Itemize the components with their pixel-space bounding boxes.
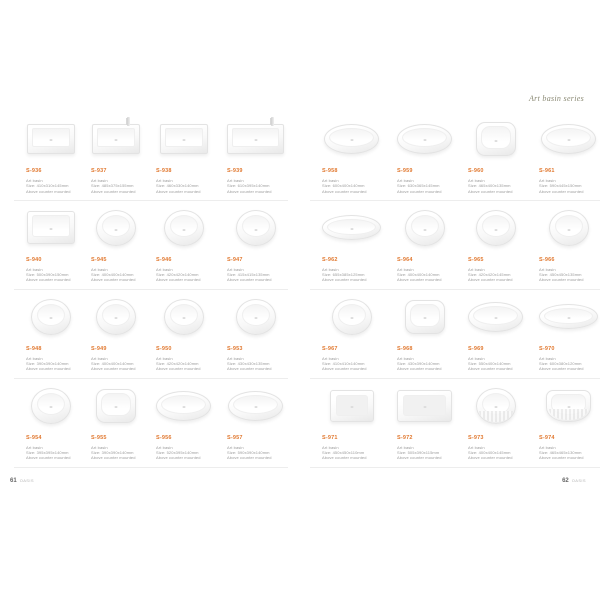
- product-mount-label: Above counter mounted: [156, 188, 201, 194]
- product-type-label: Art basin: [397, 355, 414, 361]
- basin-shape: [96, 389, 136, 423]
- basin-shape: [96, 299, 136, 335]
- basin-drain-icon: [49, 228, 52, 230]
- product-mount-label: Above counter mounted: [322, 455, 367, 461]
- product-card: [79, 112, 144, 201]
- product-mount-label: Above counter mounted: [397, 455, 442, 461]
- basin-bowl: [242, 304, 270, 326]
- product-photo: [397, 112, 452, 166]
- product-photo: [322, 379, 381, 433]
- basin-shape: [539, 304, 598, 329]
- product-photo: [468, 112, 523, 166]
- basin-shape: [405, 300, 445, 334]
- product-photo: [539, 201, 598, 255]
- basin-bowl: [482, 215, 510, 237]
- product-type-label: Art basin: [227, 266, 244, 272]
- basin-bowl: [101, 393, 131, 416]
- product-photo: [91, 379, 140, 433]
- product-card: [310, 201, 385, 290]
- product-mount-label: Above counter mounted: [26, 455, 71, 461]
- product-model: S-937: [91, 168, 107, 174]
- product-photo: [156, 379, 211, 433]
- product-size-label: Size: 550x400x140mm: [468, 361, 511, 367]
- basin-drain-icon: [494, 406, 497, 408]
- basin-drain-icon: [254, 406, 257, 408]
- product-type-label: Art basin: [227, 355, 244, 361]
- basin-bowl: [161, 395, 206, 414]
- product-model: S-973: [468, 434, 484, 441]
- product-mount-label: Above counter mounted: [468, 277, 513, 283]
- product-photo: [91, 201, 140, 255]
- product-mount-label: Above counter mounted: [468, 188, 513, 194]
- product-mount-label: Above counter mounted: [539, 366, 584, 372]
- product-type-label: Art basin: [156, 444, 173, 450]
- basin-drain-icon: [182, 406, 185, 408]
- basin-drain-icon: [423, 317, 426, 319]
- product-size-label: Size: 590x445x150mm: [539, 183, 582, 189]
- product-model: S-936: [26, 168, 42, 174]
- basin-bowl: [336, 395, 368, 416]
- product-photo: [91, 112, 140, 166]
- basin-drain-icon: [114, 139, 117, 141]
- brand-mark: OASIS: [19, 478, 34, 483]
- basin-drain-icon: [423, 406, 426, 408]
- product-size-label: Size: 590x390x140mm: [227, 449, 270, 455]
- product-photo: [26, 290, 75, 344]
- product-model: S-958: [322, 168, 338, 174]
- product-size-label: Size: 655x385x125mm: [322, 272, 365, 278]
- product-model: S-962: [322, 256, 338, 263]
- basin-bowl: [546, 128, 591, 147]
- product-type-label: Art basin: [26, 444, 43, 450]
- product-card: [527, 379, 600, 468]
- basin-drain-icon: [567, 229, 570, 231]
- basin-shape: [546, 390, 591, 422]
- basin-shape: [31, 388, 71, 424]
- product-mount-label: Above counter mounted: [91, 366, 136, 372]
- product-size-label: Size: 460x330x140mm: [156, 183, 199, 189]
- product-size-label: Size: 505x390x115mm: [397, 449, 440, 455]
- product-mount-label: Above counter mounted: [397, 277, 442, 283]
- product-type-label: Art basin: [539, 355, 556, 361]
- basin-drain-icon: [49, 406, 52, 408]
- product-mount-label: Above counter mounted: [397, 188, 442, 194]
- product-mount-label: Above counter mounted: [227, 455, 272, 461]
- product-photo: [322, 201, 381, 255]
- product-photo: [468, 290, 523, 344]
- basin-drain-icon: [423, 139, 426, 141]
- product-type-label: Art basin: [91, 444, 108, 450]
- basin-bowl: [37, 393, 65, 415]
- product-photo: [397, 379, 452, 433]
- product-size-label: Size: 390x390x140mm: [26, 361, 69, 367]
- basin-drain-icon: [49, 317, 52, 319]
- product-photo: [322, 112, 381, 166]
- product-type-label: Art basin: [26, 178, 43, 183]
- product-card: [14, 379, 79, 468]
- product-type-label: Art basin: [468, 355, 485, 361]
- basin-bowl: [97, 128, 135, 147]
- basin-shape: [549, 210, 589, 246]
- product-card: [527, 112, 600, 201]
- product-photo: [539, 379, 598, 433]
- product-model: S-953: [227, 345, 243, 352]
- basin-bowl: [411, 215, 439, 237]
- product-size-label: Size: 630x365x145mm: [397, 183, 440, 189]
- product-mount-label: Above counter mounted: [468, 455, 513, 461]
- product-photo: [227, 112, 284, 166]
- basin-shape: [156, 391, 211, 421]
- product-size-label: Size: 400x400x145mm: [468, 449, 511, 455]
- product-photo: [156, 201, 211, 255]
- product-model: S-960: [468, 168, 484, 174]
- product-card: [385, 290, 456, 379]
- product-type-label: Art basin: [91, 266, 108, 272]
- product-card: [79, 290, 144, 379]
- product-model: S-957: [227, 434, 243, 441]
- product-model: S-970: [539, 345, 555, 352]
- basin-drain-icon: [254, 229, 257, 231]
- product-type-label: Art basin: [26, 355, 43, 361]
- product-model: S-949: [91, 345, 107, 352]
- product-photo: [468, 379, 523, 433]
- product-size-label: Size: 520x395x140mm: [156, 449, 199, 455]
- product-type-label: Art basin: [539, 444, 556, 450]
- basin-drain-icon: [567, 139, 570, 141]
- basin-drain-icon: [254, 139, 257, 141]
- product-card: [14, 290, 79, 379]
- product-model: S-947: [227, 256, 243, 263]
- basin-shape: [164, 210, 204, 246]
- basin-bowl: [37, 304, 65, 326]
- product-card: [144, 112, 215, 201]
- product-model: S-945: [91, 256, 107, 263]
- product-photo: [91, 290, 140, 344]
- product-type-label: Art basin: [322, 444, 339, 450]
- page-number: 62: [562, 478, 569, 484]
- product-type-label: Art basin: [322, 355, 339, 361]
- product-model: S-968: [397, 345, 413, 352]
- product-size-label: Size: 390x390x140mm: [91, 449, 134, 455]
- product-model: S-954: [26, 434, 42, 441]
- product-mount-label: Above counter mounted: [91, 277, 136, 283]
- basin-bowl: [102, 215, 130, 237]
- basin-drain-icon: [254, 317, 257, 319]
- basin-shape: [397, 390, 452, 422]
- basin-bowl: [170, 304, 198, 326]
- product-mount-label: Above counter mounted: [227, 188, 272, 194]
- basin-bowl: [242, 215, 270, 237]
- basin-drain-icon: [182, 229, 185, 231]
- product-card: [215, 112, 288, 201]
- product-card: [79, 379, 144, 468]
- basin-bowl: [481, 126, 511, 149]
- product-photo: [468, 201, 523, 255]
- basin-shape: [324, 124, 379, 154]
- basin-shape: [476, 210, 516, 246]
- product-mount-label: Above counter mounted: [91, 188, 136, 194]
- basin-shape: [227, 124, 284, 154]
- faucet-icon: [127, 117, 130, 126]
- product-model: S-965: [468, 256, 484, 263]
- product-card: [215, 201, 288, 290]
- product-photo: [26, 379, 75, 433]
- basin-drain-icon: [114, 317, 117, 319]
- product-type-label: Art basin: [227, 178, 244, 183]
- product-card: [310, 112, 385, 201]
- product-type-label: Art basin: [156, 178, 173, 183]
- basin-drain-icon: [494, 229, 497, 231]
- product-size-label: Size: 485x375x155mm: [91, 183, 134, 189]
- basin-bowl: [170, 215, 198, 237]
- product-size-label: Size: 420x420x145mm: [468, 272, 511, 278]
- product-mount-label: Above counter mounted: [539, 455, 584, 461]
- product-type-label: Art basin: [468, 266, 485, 272]
- product-type-label: Art basin: [468, 444, 485, 450]
- basin-bowl: [165, 128, 203, 147]
- product-mount-label: Above counter mounted: [91, 455, 136, 461]
- product-photo: [539, 112, 598, 166]
- basin-drain-icon: [423, 229, 426, 231]
- product-type-label: Art basin: [397, 266, 414, 272]
- product-type-label: Art basin: [322, 178, 339, 183]
- product-photo: [26, 201, 75, 255]
- basin-shape: [27, 211, 75, 244]
- basin-shape: [405, 210, 445, 246]
- product-size-label: Size: 420x420x140mm: [156, 361, 199, 367]
- faucet-icon: [271, 117, 274, 126]
- basin-shape: [236, 299, 276, 335]
- product-type-label: Art basin: [322, 266, 339, 272]
- product-model: S-961: [539, 168, 555, 174]
- product-mount-label: Above counter mounted: [156, 277, 201, 283]
- product-type-label: Art basin: [539, 178, 556, 183]
- product-photo: [156, 112, 211, 166]
- basin-bowl: [402, 128, 447, 147]
- product-card: [310, 379, 385, 468]
- product-card: [14, 201, 79, 290]
- product-type-label: Art basin: [91, 355, 108, 361]
- product-mount-label: Above counter mounted: [26, 277, 71, 283]
- basin-bowl: [233, 395, 278, 414]
- basin-bowl: [338, 304, 366, 326]
- product-card: [456, 112, 527, 201]
- product-mount-label: Above counter mounted: [322, 188, 367, 194]
- basin-shape: [541, 124, 596, 154]
- basin-shape: [92, 124, 140, 154]
- basin-bowl: [555, 215, 583, 237]
- product-photo: [26, 112, 75, 166]
- product-card: [527, 201, 600, 290]
- product-mount-label: Above counter mounted: [322, 366, 367, 372]
- basin-shape: [164, 299, 204, 335]
- product-size-label: Size: 400x400x140mm: [91, 272, 134, 278]
- basin-drain-icon: [494, 317, 497, 319]
- basin-shape: [236, 210, 276, 246]
- product-grid-left: [14, 112, 288, 468]
- product-card: [310, 290, 385, 379]
- product-type-label: Art basin: [397, 178, 414, 183]
- product-card: [215, 379, 288, 468]
- basin-bowl: [329, 128, 374, 147]
- product-mount-label: Above counter mounted: [227, 366, 272, 372]
- product-model: S-940: [26, 256, 42, 263]
- product-size-label: Size: 400x400x140mm: [91, 361, 134, 367]
- product-size-label: Size: 600x380x120mm: [539, 361, 582, 367]
- product-card: [79, 201, 144, 290]
- basin-bowl: [102, 304, 130, 326]
- product-card: [527, 290, 600, 379]
- brand-mark: OASIS: [571, 478, 586, 483]
- product-size-label: Size: 465x400x135mm: [468, 183, 511, 189]
- basin-shape: [228, 391, 283, 421]
- product-card: [144, 290, 215, 379]
- basin-shape: [27, 124, 75, 154]
- product-card: [385, 201, 456, 290]
- product-photo: [227, 201, 284, 255]
- product-model: S-967: [322, 345, 338, 352]
- product-type-label: Art basin: [539, 266, 556, 272]
- basin-drain-icon: [567, 317, 570, 319]
- product-mount-label: Above counter mounted: [539, 277, 584, 283]
- product-model: S-966: [539, 256, 555, 263]
- product-size-label: Size: 415x415x135mm: [227, 272, 270, 278]
- product-size-label: Size: 410x410x140mm: [322, 361, 365, 367]
- basin-drain-icon: [114, 229, 117, 231]
- basin-flutes: [479, 411, 513, 422]
- product-card: [385, 379, 456, 468]
- basin-drain-icon: [350, 317, 353, 319]
- basin-drain-icon: [350, 228, 353, 230]
- product-card: [14, 112, 79, 201]
- basin-drain-icon: [350, 406, 353, 408]
- product-model: S-964: [397, 256, 413, 263]
- basin-shape: [330, 390, 374, 422]
- basin-drain-icon: [494, 140, 497, 142]
- product-card: [215, 290, 288, 379]
- basin-shape: [322, 215, 381, 240]
- product-size-label: Size: 410x310x145mm: [26, 183, 69, 189]
- product-size-label: Size: 430x430x135mm: [227, 361, 270, 367]
- product-model: S-946: [156, 256, 172, 263]
- basin-shape: [160, 124, 208, 154]
- product-model: S-950: [156, 345, 172, 352]
- product-mount-label: Above counter mounted: [322, 277, 367, 283]
- basin-shape: [476, 122, 516, 156]
- basin-drain-icon: [567, 406, 570, 408]
- product-mount-label: Above counter mounted: [156, 366, 201, 372]
- basin-bowl: [32, 128, 70, 147]
- basin-bowl: [410, 304, 440, 327]
- product-type-label: Art basin: [397, 444, 414, 450]
- basin-shape: [476, 388, 516, 424]
- product-model: S-939: [227, 168, 243, 174]
- basin-drain-icon: [182, 139, 185, 141]
- product-mount-label: Above counter mounted: [26, 188, 71, 194]
- product-photo: [322, 290, 381, 344]
- product-model: S-956: [156, 434, 172, 441]
- basin-shape: [31, 299, 71, 335]
- product-mount-label: Above counter mounted: [397, 366, 442, 372]
- product-model: S-948: [26, 345, 42, 352]
- product-model: S-959: [397, 168, 413, 174]
- product-photo: [227, 379, 284, 433]
- basin-shape: [96, 210, 136, 246]
- basin-drain-icon: [182, 317, 185, 319]
- product-size-label: Size: 450x450x135mm: [539, 272, 582, 278]
- product-type-label: Art basin: [156, 266, 173, 272]
- basin-shape: [397, 124, 452, 154]
- product-mount-label: Above counter mounted: [539, 188, 584, 194]
- basin-drain-icon: [114, 406, 117, 408]
- product-model: S-969: [468, 345, 484, 352]
- product-size-label: Size: 500x390x150mm: [26, 272, 69, 278]
- product-type-label: Art basin: [468, 178, 485, 183]
- product-card: [385, 112, 456, 201]
- basin-flutes: [549, 409, 588, 420]
- product-size-label: Size: 610x395x140mm: [227, 183, 270, 189]
- product-photo: [397, 201, 452, 255]
- product-card: [456, 379, 527, 468]
- product-photo: [397, 290, 452, 344]
- product-size-label: Size: 450x450x110mm: [322, 449, 365, 455]
- page-footer-right: [562, 478, 586, 484]
- product-size-label: Size: 420x420x140mm: [156, 272, 199, 278]
- basin-bowl: [403, 395, 446, 416]
- product-photo: [539, 290, 598, 344]
- product-model: S-938: [156, 168, 172, 174]
- product-mount-label: Above counter mounted: [26, 366, 71, 372]
- product-type-label: Art basin: [26, 266, 43, 272]
- basin-bowl: [232, 128, 279, 147]
- page-footer-left: [10, 478, 34, 484]
- product-card: [144, 201, 215, 290]
- product-photo: [227, 290, 284, 344]
- product-card: [456, 290, 527, 379]
- basin-shape: [468, 302, 523, 332]
- product-model: S-974: [539, 434, 555, 441]
- basin-shape: [332, 299, 372, 335]
- product-model: S-972: [397, 434, 413, 441]
- product-size-label: Size: 400x400x140mm: [397, 272, 440, 278]
- product-type-label: Art basin: [156, 355, 173, 361]
- product-model: S-955: [91, 434, 107, 441]
- product-mount-label: Above counter mounted: [227, 277, 272, 283]
- catalog-page-right: [300, 0, 600, 600]
- product-mount-label: Above counter mounted: [156, 455, 201, 461]
- product-mount-label: Above counter mounted: [468, 366, 513, 372]
- product-size-label: Size: 430x390x140mm: [397, 361, 440, 367]
- product-type-label: Art basin: [227, 444, 244, 450]
- product-photo: [156, 290, 211, 344]
- product-grid-right: [310, 112, 586, 468]
- product-type-label: Art basin: [91, 178, 108, 183]
- product-size-label: Size: 465x465x130mm: [539, 449, 582, 455]
- product-card: [456, 201, 527, 290]
- series-title: Art basin series: [528, 94, 584, 103]
- page-number: 61: [10, 478, 17, 484]
- product-size-label: Size: 600x400x140mm: [322, 183, 365, 189]
- basin-drain-icon: [350, 139, 353, 141]
- basin-bowl: [473, 306, 518, 325]
- product-model: S-971: [322, 434, 338, 441]
- basin-drain-icon: [49, 139, 52, 141]
- basin-bowl: [32, 215, 70, 237]
- product-card: [144, 379, 215, 468]
- product-size-label: Size: 395x395x140mm: [26, 449, 69, 455]
